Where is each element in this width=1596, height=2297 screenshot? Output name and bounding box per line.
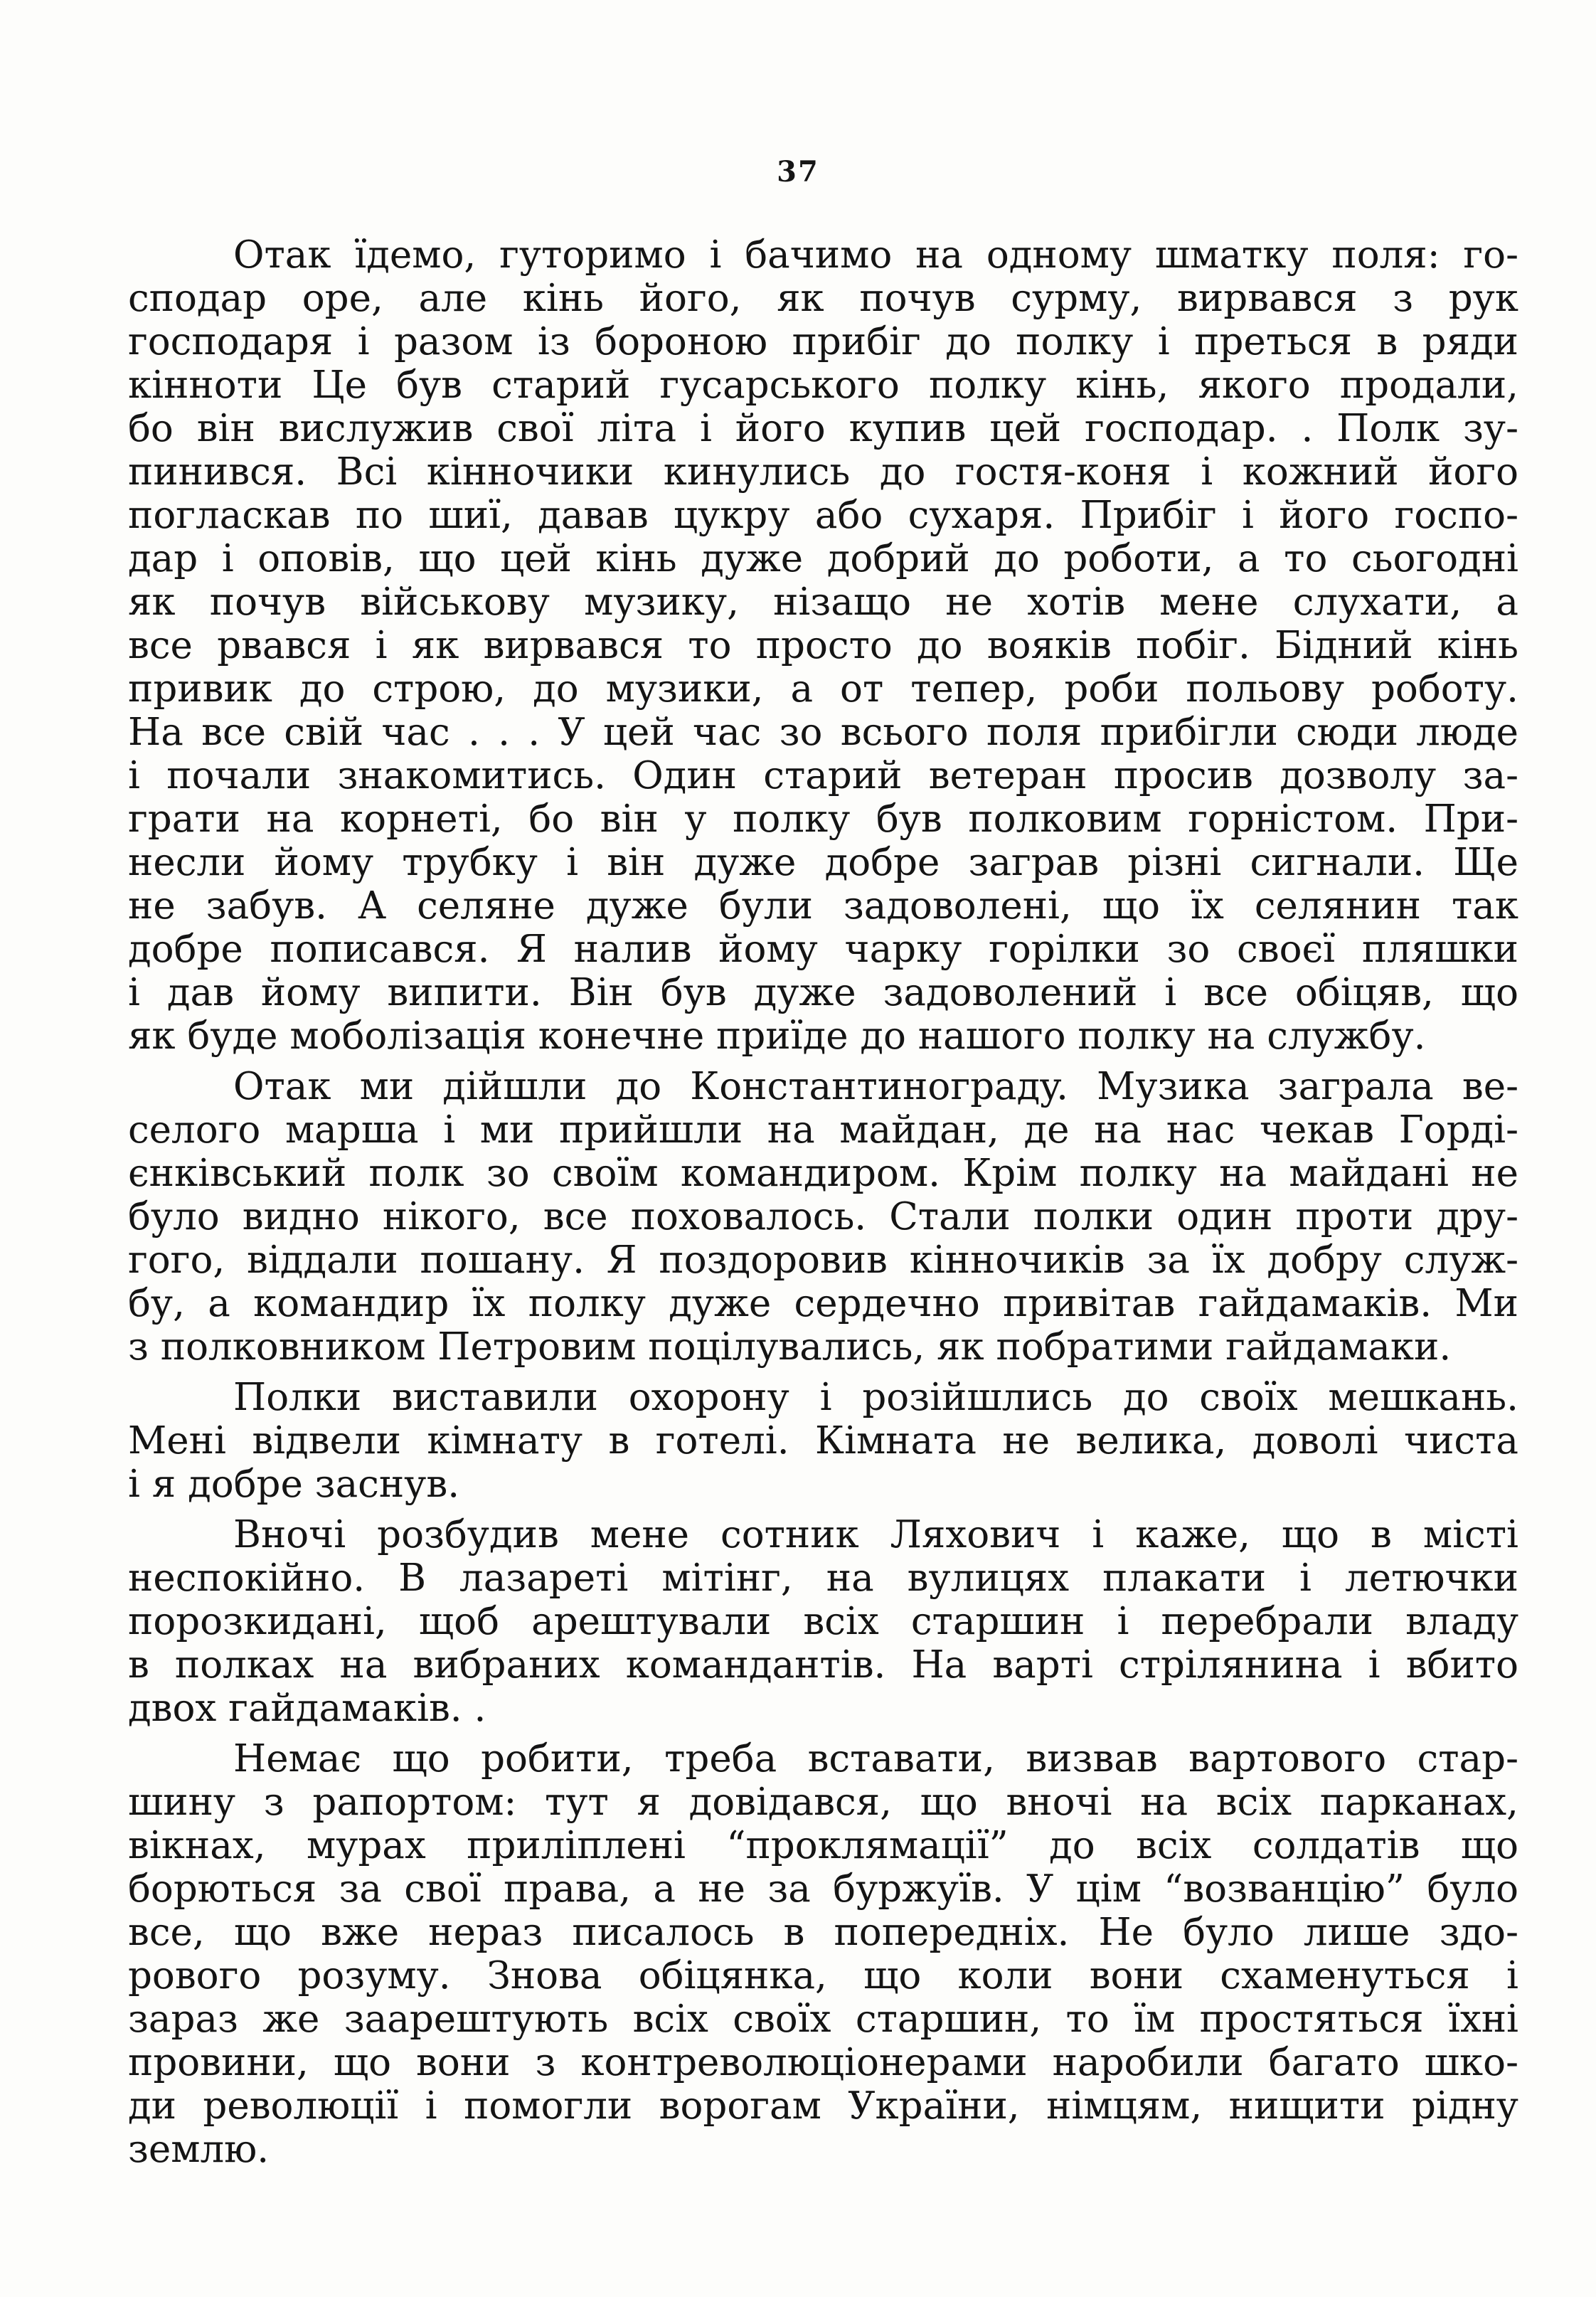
text-line: гого, віддали пошану. Я поздоровив кінночиків за їх добру служ- <box>128 1238 1518 1282</box>
text-line: єнківський полк зо своїм командиром. Крім полку на майдані не <box>128 1152 1518 1195</box>
text-line: господаря і разом із бороною прибіг до полку і преться в ряди <box>128 320 1518 364</box>
text-line: Отак їдемо, гуторимо і бачимо на одному шматку поля: го- <box>233 233 1518 277</box>
paragraph-5 <box>128 1737 1518 2171</box>
text-line: і почали знакомитись. Один старий ветеран просив дозволу за- <box>128 754 1518 797</box>
text-line: ди революції і помогли ворогам України, німцям, нищити рідну <box>128 2084 1518 2128</box>
text-line: як почув військову музику, нізащо не хотів мене слухати, а <box>128 580 1518 624</box>
text-line: добре пописався. Я налив йому чарку горілки зо своєї пляшки <box>128 928 1518 971</box>
text-line: пинився. Всі кінночики кинулись до гостя-коня і кожний його <box>128 450 1518 494</box>
text-line: все рвався і як вирвався то просто до вояків побіг. Бідний кінь <box>128 624 1518 667</box>
text-line: шину з рапортом: тут я довідався, що вночі на всіх парканах, <box>128 1781 1518 1824</box>
text-line: не забув. А селяне дуже були задоволені, що їх селянин так <box>128 884 1518 928</box>
text-line: і я добре заснув. <box>128 1463 460 1506</box>
text-line: порозкидані, щоб арештували всіх старшин і перебрали владу <box>128 1600 1518 1643</box>
text-line: Немає що робити, треба вставати, визвав вартового стар- <box>233 1737 1518 1781</box>
text-line: вікнах, мурах приліплені “проклямації” до всіх солдатів що <box>128 1824 1518 1867</box>
page-body-text <box>128 233 1518 2178</box>
text-line: бу, а командир їх полку дуже сердечно привітав гайдамаків. Ми <box>128 1282 1518 1325</box>
text-line: Мені відвели кімнату в готелі. Кімната не велика, доволі чиста <box>128 1419 1518 1463</box>
text-line: погласкав по шиї, давав цукру або сухаря. Прибіг і його госпо- <box>128 494 1518 537</box>
text-line: селого марша і ми прийшли на майдан, де на нас чекав Горді- <box>128 1108 1518 1152</box>
text-line: зараз же заарештують всіх своїх старшин, то їм простяться їхні <box>128 1998 1518 2041</box>
text-line: було видно нікого, все поховалось. Стали полки один проти дру- <box>128 1195 1518 1238</box>
text-line: двох гайдамаків. . <box>128 1687 486 1730</box>
text-line: Отак ми дійшли до Константиноградy. Музика заграла ве- <box>233 1065 1518 1108</box>
text-line: бо він вислужив свої літа і його купив цей господар. . Полк зу- <box>128 407 1518 450</box>
text-line: землю. <box>128 2128 270 2171</box>
paragraph-4 <box>128 1513 1518 1730</box>
text-line: Вночі розбудив мене сотник Ляхович і каже, що в місті <box>233 1513 1518 1556</box>
text-line: грати на корнеті, бо він у полку був полковим горністом. При- <box>128 797 1518 841</box>
page-number: 37 <box>777 155 819 189</box>
text-line: На все свій час . . . У цей час зо всього поля прибігли сюди люде <box>128 711 1518 754</box>
text-line: борються за свої права, а не за буржуїв. У цім “возванцію” було <box>128 1867 1518 1911</box>
text-line: дар і оповів, що цей кінь дуже добрий до роботи, а то сьогодні <box>128 537 1518 580</box>
text-line: провини, що вони з контреволюціонерами наробили багато шко- <box>128 2041 1518 2084</box>
text-line: несли йому трубку і він дуже добре заграв різні сигнали. Ще <box>128 841 1518 884</box>
text-line: все, що вже нераз писалось в попередніх. Не було лише здо- <box>128 1911 1518 1954</box>
text-line: в полках на вибраних командантів. На варті стрілянина і вбито <box>128 1643 1518 1687</box>
text-line: з полковником Петровим поцілувались, як побратими гайдамаки. <box>128 1325 1452 1369</box>
text-line: Полки виставили охорону і розійшлись до своїх мешкань. <box>233 1376 1518 1419</box>
paragraph-2 <box>128 1065 1518 1369</box>
text-line: кінноти Це був старий гусарського полку кінь, якого продали, <box>128 364 1518 407</box>
text-line: привик до строю, до музики, а от тепер, роби польову роботу. <box>128 667 1518 711</box>
paragraph-1 <box>128 233 1518 1058</box>
text-line: рового розуму. Знова обіцянка, що коли вони схаменуться і <box>128 1954 1518 1998</box>
text-line: сподар оре, але кінь його, як почув сурму, вирвався з рук <box>128 277 1518 320</box>
text-line: і дав йому випити. Він був дуже задоволений і все обіцяв, що <box>128 971 1518 1014</box>
text-line: неспокійно. В лазареті мітінг, на вулицях плакати і летючки <box>128 1556 1518 1600</box>
text-line: як буде моболізація конечне приїде до нашого полку на службу. <box>128 1014 1426 1058</box>
paragraph-3 <box>128 1376 1518 1506</box>
